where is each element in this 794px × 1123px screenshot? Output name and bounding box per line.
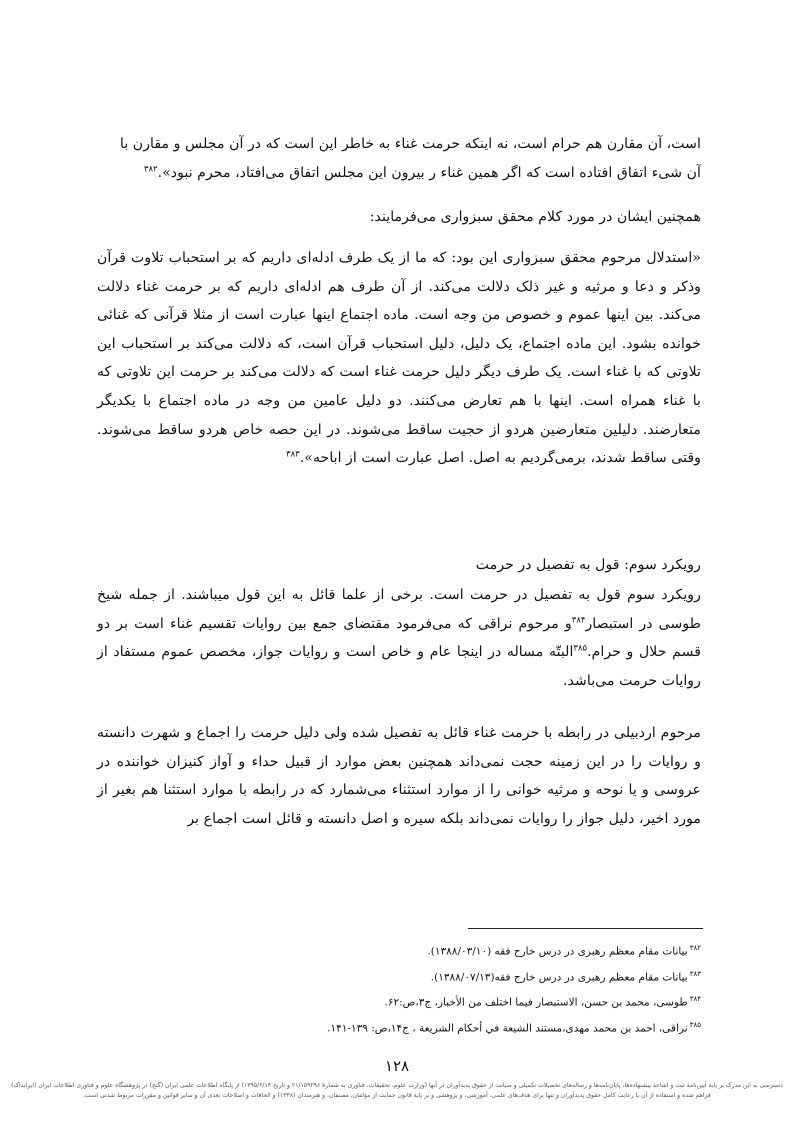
paragraph-text: البتّه مساله در اینجا عام و خاص است و روایات جواز، مخصص عموم مستفاد از روایات حرمت می‌باشد. [97, 644, 701, 689]
footnote-number: ۳۸۳ [689, 969, 701, 978]
footnote-item [180, 1014, 701, 1040]
footnote-ref[interactable]: ۳۸۲ [143, 163, 158, 174]
page-number: ۱۲۸ [384, 1057, 410, 1075]
paragraph-text: مرحوم اردبیلی در رابطه با حرمت غناء قائل به تفصیل شده ولی دلیل حرمت را اجماع و شهرت دانسته و روایات را در این زمینه حجت نمی‌داند همچنین بعض موارد از قبیل حداء و آواز کنیزان خواننده در عروسی و یا نوحه و مرثیه خوانی را از موارد استثناء می‌شمارد که در رابطه با موارد استثنا هم بغیر از مورد اخیر، دلیل جواز را روایات نمی‌داند بلکه سیره و اصل دانسته و قائل است اجماع بر [97, 725, 701, 827]
footnote-text: بیانات مقام معظم رهبری در درس خارج فقه (۱۳۸۸/۰۳/۱۰). [427, 945, 688, 958]
footnote-ref[interactable]: ۳۸۳ [286, 449, 300, 460]
footnote-item [180, 963, 701, 989]
footnote-number: ۳۸۵ [689, 1021, 701, 1030]
footnote-item [180, 937, 701, 963]
paragraph-line: است، آن مقارن هم حرام است، نه اینکه حرمت غناء به خاطر این است که در آن مجلس و مقارن با [120, 136, 701, 152]
footnotes [180, 937, 701, 1040]
paragraph-text: «استدلال مرحوم محقق سبزواری این بود: که ما از یک طرف ادله‌ای داریم که بر استحباب تلاوت قرآن وذکر و دعا و مرثیه و غیر ذلک دلالت می‌کند. از آن طرف هم ادله‌ای داریم که بر حرمت غناء دلالت می‌کند. بین اینها عموم و خصوص من وجه است. ماده اجتماع اینها عبارت است از مثلا قرآنی که غنائی خوانده بشود. این ماده اجتماع، یک دلیل، دلیل استحباب قرآن است، که دلالت می‌کند بر استحباب این تلاوتی که با غناء است. یک طرف دیگر دلیل حرمت غناء است که دلالت می‌کند بر حرمت این تلاوتی که با غناء همراه است. اینها با هم تعارض می‌کنند. دو دلیل عامین من وجه در ماده اجتماع با یکدیگر متعارضند. دلیلین متعارضین هردو از حجیت ساقط می‌شوند. در این حصه خاص هردو ساقط می‌شوند. وقتی ساقط شدند، برمی‌گردیم به اصل. اصل عبارت است از اباحه». [97, 250, 701, 467]
paragraph-approach-three [97, 581, 701, 695]
paragraph-ardabili [97, 719, 701, 833]
footnote-ref[interactable]: ۳۸۴ [571, 614, 586, 625]
footnote-text: طوسی، محمد بن حسن، الاستبصار فيما اختلف من الأخبار، ج۳،ص:۶۲. [384, 996, 688, 1009]
footnote-text: بیانات مقام معظم رهبری در درس خارج فقه(۱۳۸۸/۰۷/۱۳). [430, 971, 688, 984]
paragraph-text: و مرحوم نراقی که می‌فرمود مقتضای جمع بین روایات تقسیم غناء است بر دو قسم حلال و حرام. [97, 615, 702, 661]
heading-text: رویکرد سوم: قول به تفصیل در حرمت [475, 557, 701, 573]
paragraph-quote-end [97, 130, 701, 187]
paragraph-text: رویکرد سوم قول به تفصیل در حرمت است. برخی از علما قائل به این قول میباشند. از جمله شیخ طوسی در استبصار [97, 587, 701, 632]
footnote-divider [468, 928, 703, 929]
footnote-ref[interactable]: ۳۸۵ [573, 643, 588, 654]
paragraph-quotation [97, 244, 701, 473]
footnote-item [180, 988, 701, 1014]
paragraph-intro [97, 203, 701, 232]
copyright-notice: دسترسی به این مدرک بر پایهٔ آیین‌نامهٔ ثبت و اشاعهٔ پیشنهاده‌ها، پایان‌نامه‌ها و رساله‌های تحصیلات تکمیلی و صیانت از حقوق پدیدآوران در آنها (وزارت علوم، تحقیقات، فناوری به شمارهٔ ۲۱/۱۵۹۲۹۶ و تاریخ ۱۳۹۵/۶/۱۴) از پایگاه اطلاعات علمی ایران (گنج) در پژوهشگاه علوم و فناوری اطلاعات ایران (ایرانداک) فراهم شده و استفاده از آن با رعایت کامل حقوق پدیدآوران و تنها برای هدف‌های علمی، آموزشی، و پژوهشی و بر پایهٔ قانون حمایت از مؤلفان، مصنفان، و هنرمندان (۱۳۴۸) و الحاقات و اصلاحات بعدی آن و سایر قوانین و مقررات مربوط شدنی است. [11, 1082, 783, 1099]
footnote-number: ۳۸۴ [689, 995, 701, 1004]
paragraph-text: همچنین ایشان در مورد کلام محقق سبزواری می‌فرمایند: [369, 209, 701, 225]
paragraph-line: آن شیء اتفاق افتاده است که اگر همین غناء ر بیرون این مجلس اتفاق می‌افتاد، محرم نبود». [157, 164, 701, 181]
footnote-text: نراقی، احمد بن محمد مهدی،مستند الشيعة في أحكام الشريعة ، ج۱۴،ص: ۱۳۹-۱۴۱. [327, 1022, 688, 1035]
section-heading [97, 551, 701, 580]
footnote-number: ۳۸۲ [689, 944, 701, 952]
